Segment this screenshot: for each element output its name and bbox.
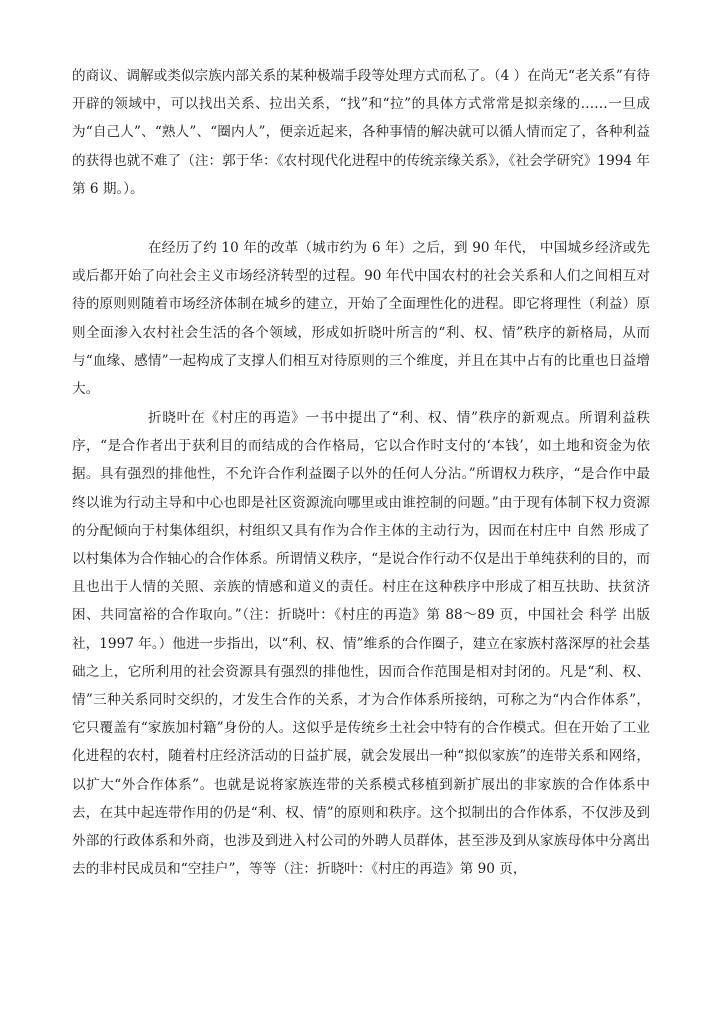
paragraph-kinship-relations: 的商议、调解或类似宗族内部关系的某种极端手段等处理方式而私了。（4 ）在尚无“老关系”有待开辟的领域中，可以找出关系、拉出关系，“找”和“拉”的具体方式常常是拟亲缘的……一旦成为“自己人”、“熟人”、“圈内人”，便亲近起来，各种事情的解决就可以循人情而定了，各种利益的获得也就不难了（注：郭于华：《农村现代化进程中的传统亲缘关系》，《社会学研究》1994 年第 6 期。）。 <box>72 68 650 197</box>
paragraph-market-transition: 在经历了约 10 年的改革（城市约为 6 年）之后，到 90 年代， 中国城乡经济或先或后都开始了向社会主义市场经济转型的过程。90 年代中国农村的社会关系和人们之间相互对待的原则则随着市场经济体制在城乡的建立，开始了全面理性化的进程。即它将理性（利益）原则全面渗入农村社会生活的各个领域，形成如折晓叶所言的“利、权、情”秩序的新格局，从而与“血缘、感情”一起构成了支撑人们相互对待原则的三个维度，并且在其中占有的比重也日益增大。 <box>72 240 650 398</box>
paragraph-interest-power-affection-order: 折晓叶在《村庄的再造》一书中提出了“利、权、情”秩序的新观点。所谓利益秩序，“是合作者出于获利目的而结成的合作格局，它以合作时支付的‘本钱’，如土地和资金为依据。具有强烈的排他性，不允许合作利益圈子以外的任何人分沾。”所谓权力秩序，“是合作中最终以谁为行动主导和中心也即是社区资源流向哪里或由谁控制的问题。”由于现有体制下权力资源的分配倾向于村集体组织，村组织又具有作为合作主体的主动行为，因而在村庄中 自然 形成了以村集体为合作轴心的合作体系。所谓情义秩序，“是说合作行动不仅是出于单纯获利的目的，而且也出于人情的关照、亲族的情感和道义的责任。村庄在这种秩序中形成了相互扶助、扶贫济困、共同富裕的合作取向。”（注：折晓叶：《村庄的再造》第 88～89 页，中国社会 科学 出版社，1997 年。）他进一步指出，以“利、权、情”维系的合作圈子，建立在家族村落深厚的社会基础之上，它所利用的社会资源具有强烈的排他性，因而合作范围是相对封闭的。凡是“利、权、情”三种关系同时交织的，才发生合作的关系，才为合作体系所接纳，可称之为“内合作体系”，它只覆盖有“家族加村籍”身份的人。这似乎是传统乡土社会中特有的合作模式。但在开始了工业化进程的农村，随着村庄经济活动的日益扩展，就会发展出一种“拟似家族”的连带关系和网络，以扩大“外合作体系”。也就是说将家族连带的关系模式移植到新扩展出的非家族的合作体系中去，在其中起连带作用的仍是“利、权、情”的原则和秩序。这个拟制出的合作体系，不仅涉及到外部的行政体系和外商，也涉及到进入村公司的外聘人员群体，甚至涉及到从家族母体中分离出去的非村民成员和“空挂户”，等等（注：折晓叶：《村庄的再造》第 90 页， <box>72 410 650 878</box>
